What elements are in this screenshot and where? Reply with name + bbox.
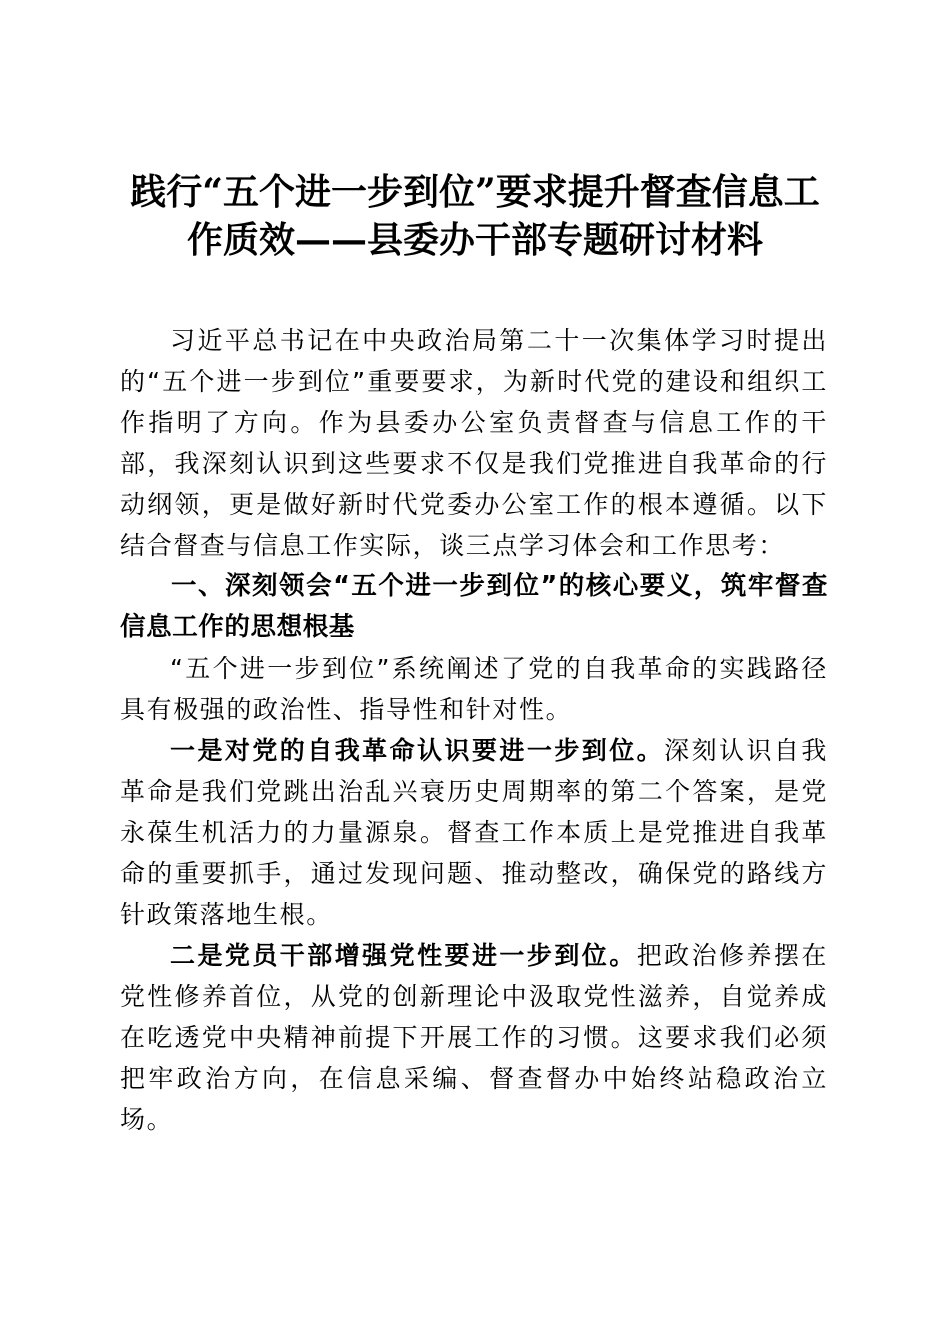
point-1-text: 深刻认识自我革命是我们党跳出治乱兴衰历史周期率的第二个答案，是党永葆生机活力的力量源泉。督查工作本质上是党推进自我革命的重要抓手，通过发现问题、推动整改，确保党的路线方针政策落地生根。 <box>120 736 828 929</box>
title-line-1: 践行“五个进一步到位”要求提升督查信息工 <box>130 171 820 213</box>
point-1-lead: 一是对党的自我革命认识要进一步到位。 <box>170 736 665 765</box>
title-line-2: 作质效——县委办干部专题研讨材料 <box>186 219 763 261</box>
point-2-lead: 二是党员干部增强党性要进一步到位。 <box>170 941 637 970</box>
section-1-heading: 一、深刻领会“五个进一步到位”的核心要义，筑牢督查信息工作的思想根基 <box>120 571 828 642</box>
section-1-summary: “五个进一步到位”系统阐述了党的自我革命的实践路径具有极强的政治性、指导性和针对性。 <box>120 654 828 724</box>
document-body <box>120 320 828 1140</box>
point-2-text: 把政治修养摆在党性修养首位，从党的创新理论中汲取党性滋养，自觉养成在吃透党中央精神前提下开展工作的习惯。这要求我们必须把牢政治方向，在信息采编、督查督办中始终站稳政治立场。 <box>120 941 828 1134</box>
intro-paragraph: 习近平总书记在中央政治局第二十一次集体学习时提出的“五个进一步到位”重要要求，为新时代党的建设和组织工作指明了方向。作为县委办公室负责督查与信息工作的干部，我深刻认识到这些要求不仅是我们党推进自我革命的行动纲领，更是做好新时代党委办公室工作的根本遵循。以下结合督查与信息工作实际，谈三点学习体会和工作思考： <box>120 326 828 560</box>
document-title <box>100 168 850 264</box>
point-1-paragraph <box>120 730 828 935</box>
point-2-paragraph <box>120 935 828 1140</box>
